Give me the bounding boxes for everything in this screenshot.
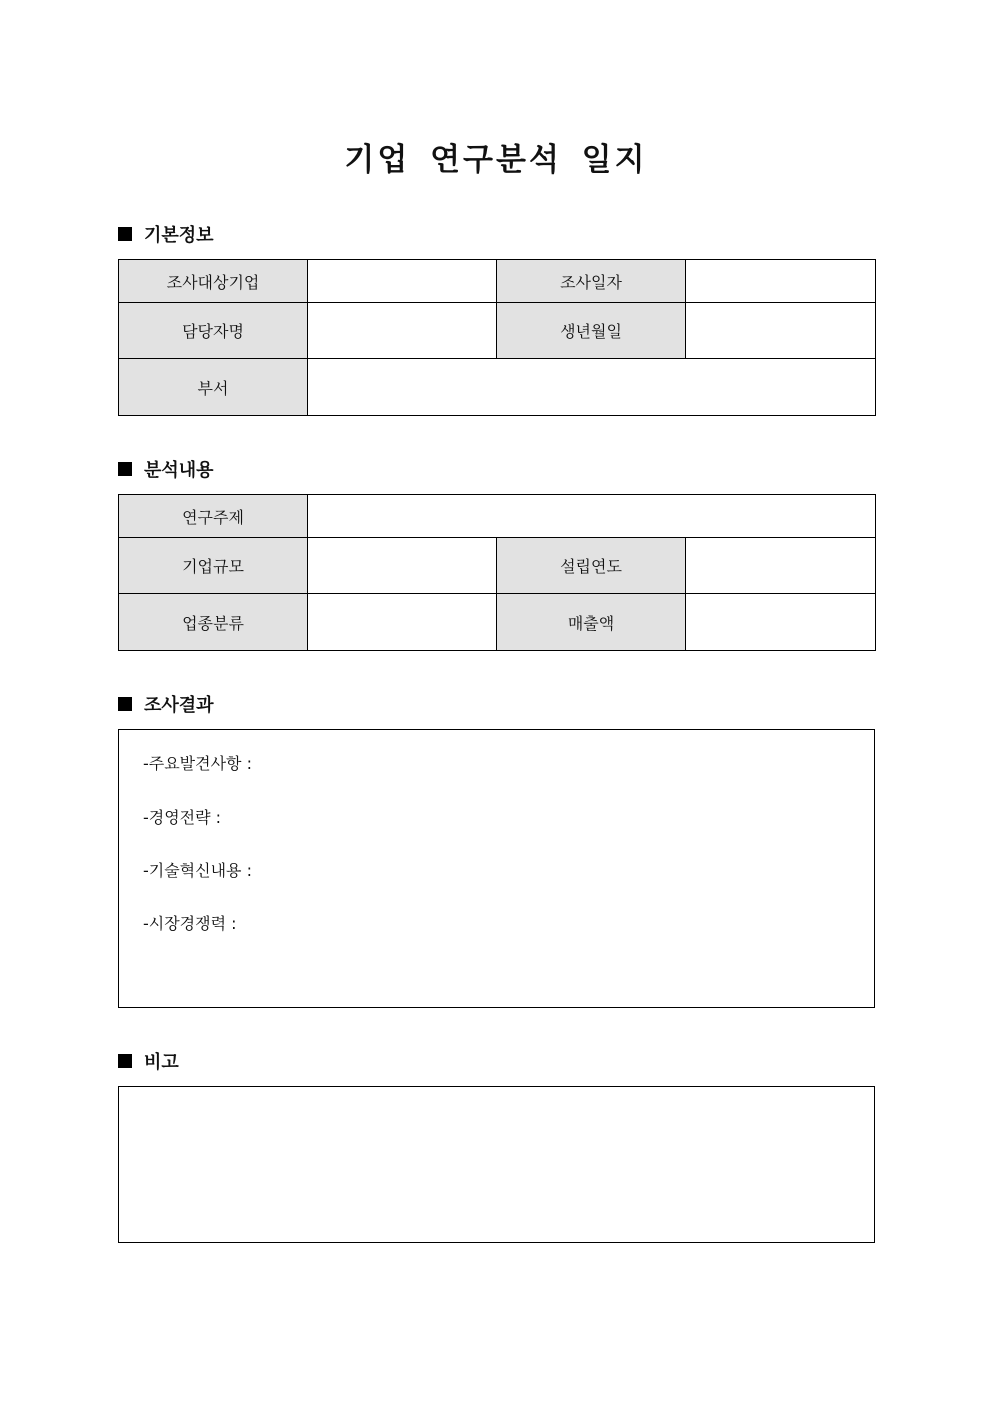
section-heading-remarks: [118, 1048, 179, 1074]
founding-year-label: 설립연도: [497, 538, 686, 594]
manager-name-label: 담당자명: [119, 303, 308, 359]
birth-date-field[interactable]: [686, 303, 876, 359]
survey-date-field[interactable]: [686, 260, 876, 303]
key-findings-line: -주요발견사항 :: [143, 754, 252, 773]
basic-info-table: [118, 259, 876, 416]
manager-name-field[interactable]: [308, 303, 497, 359]
section-heading-label: 분석내용: [144, 460, 214, 481]
section-heading-basic: [118, 221, 214, 247]
section-heading-results: [118, 691, 214, 717]
square-bullet-icon: [118, 1054, 132, 1068]
square-bullet-icon: [118, 462, 132, 476]
founding-year-field[interactable]: [686, 538, 876, 594]
section-heading-label: 기본정보: [144, 225, 214, 246]
market-competitiveness-line: -시장경쟁력 :: [143, 914, 237, 933]
birth-date-label: 생년월일: [497, 303, 686, 359]
square-bullet-icon: [118, 697, 132, 711]
tech-innovation-line: -기술혁신내용 :: [143, 861, 252, 880]
department-label: 부서: [119, 359, 308, 416]
research-topic-label: 연구주제: [119, 495, 308, 538]
survey-company-field[interactable]: [308, 260, 497, 303]
results-box[interactable]: [118, 729, 875, 1008]
research-topic-field[interactable]: [308, 495, 876, 538]
revenue-field[interactable]: [686, 594, 876, 651]
survey-date-label: 조사일자: [497, 260, 686, 303]
industry-field[interactable]: [308, 594, 497, 651]
company-size-field[interactable]: [308, 538, 497, 594]
survey-company-label: 조사대상기업: [119, 260, 308, 303]
analysis-table: [118, 494, 876, 651]
company-size-label: 기업규모: [119, 538, 308, 594]
remarks-box[interactable]: [118, 1086, 875, 1243]
industry-label: 업종분류: [119, 594, 308, 651]
section-heading-label: 조사결과: [144, 695, 214, 716]
square-bullet-icon: [118, 227, 132, 241]
management-strategy-line: -경영전략 :: [143, 808, 222, 827]
section-heading-label: 비고: [144, 1052, 179, 1073]
page-title: 기업 연구분석 일지: [344, 142, 648, 178]
revenue-label: 매출액: [497, 594, 686, 651]
section-heading-analysis: [118, 456, 214, 482]
department-field[interactable]: [308, 359, 876, 416]
